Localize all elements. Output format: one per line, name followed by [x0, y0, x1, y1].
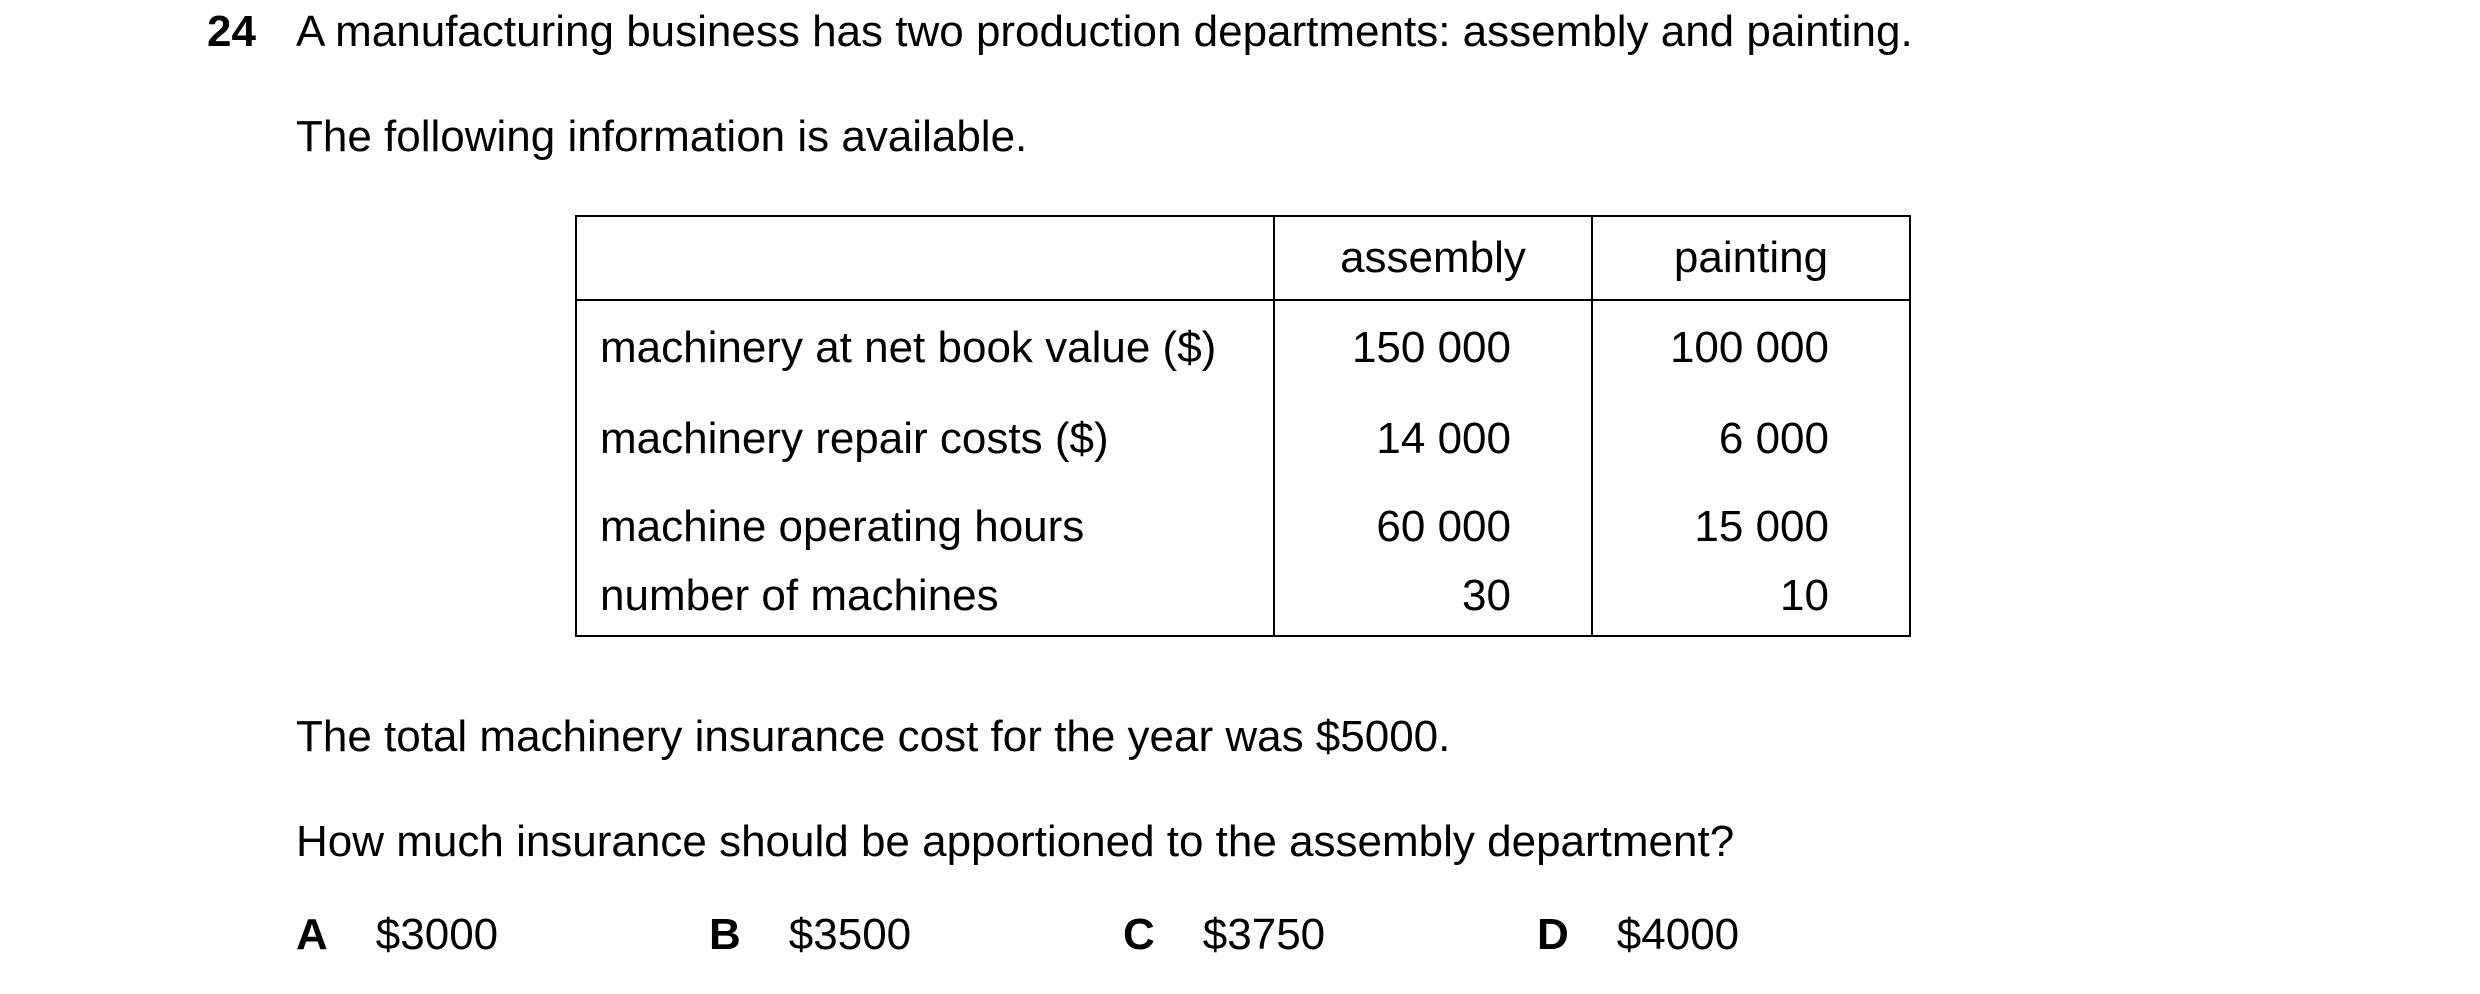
option-c[interactable] [1123, 905, 1325, 965]
table-row [576, 300, 1910, 395]
info-intro: The following information is available. [296, 112, 1028, 161]
painting-value: 6 000 [1592, 395, 1910, 483]
table-row [576, 395, 1910, 483]
table-row [576, 571, 1910, 636]
row-label: machinery repair costs ($) [576, 395, 1274, 483]
painting-value: 15 000 [1592, 483, 1910, 571]
data-table [575, 215, 1911, 637]
assembly-value: 30 [1274, 571, 1592, 636]
option-value: $4000 [1616, 910, 1740, 959]
assembly-value: 60 000 [1274, 483, 1592, 571]
option-letter: B [709, 910, 741, 959]
row-label: number of machines [576, 571, 1274, 636]
table-row [576, 483, 1910, 571]
painting-value: 10 [1592, 571, 1910, 636]
option-letter: A [296, 910, 328, 959]
assembly-value: 150 000 [1274, 300, 1592, 395]
question-stem: A manufacturing business has two production departments: assembly and painting. [296, 7, 1913, 56]
option-letter: C [1123, 910, 1155, 959]
option-b[interactable] [709, 905, 911, 965]
question-number: 24 [207, 7, 256, 56]
option-d[interactable] [1537, 905, 1739, 965]
option-value: $3750 [1202, 910, 1326, 959]
header-assembly: assembly [1274, 216, 1592, 300]
assembly-value: 14 000 [1274, 395, 1592, 483]
header-painting: painting [1592, 216, 1910, 300]
question-prompt: How much insurance should be apportioned to the assembly department? [296, 817, 1735, 866]
row-label: machinery at net book value ($) [576, 300, 1274, 395]
painting-value: 100 000 [1592, 300, 1910, 395]
option-letter: D [1537, 910, 1569, 959]
option-value: $3500 [788, 910, 912, 959]
insurance-statement: The total machinery insurance cost for the year was $5000. [296, 712, 1451, 761]
header-blank [576, 216, 1274, 300]
row-label: machine operating hours [576, 483, 1274, 571]
option-value: $3000 [375, 910, 499, 959]
option-a[interactable] [296, 905, 498, 965]
table-header-row [576, 216, 1910, 300]
